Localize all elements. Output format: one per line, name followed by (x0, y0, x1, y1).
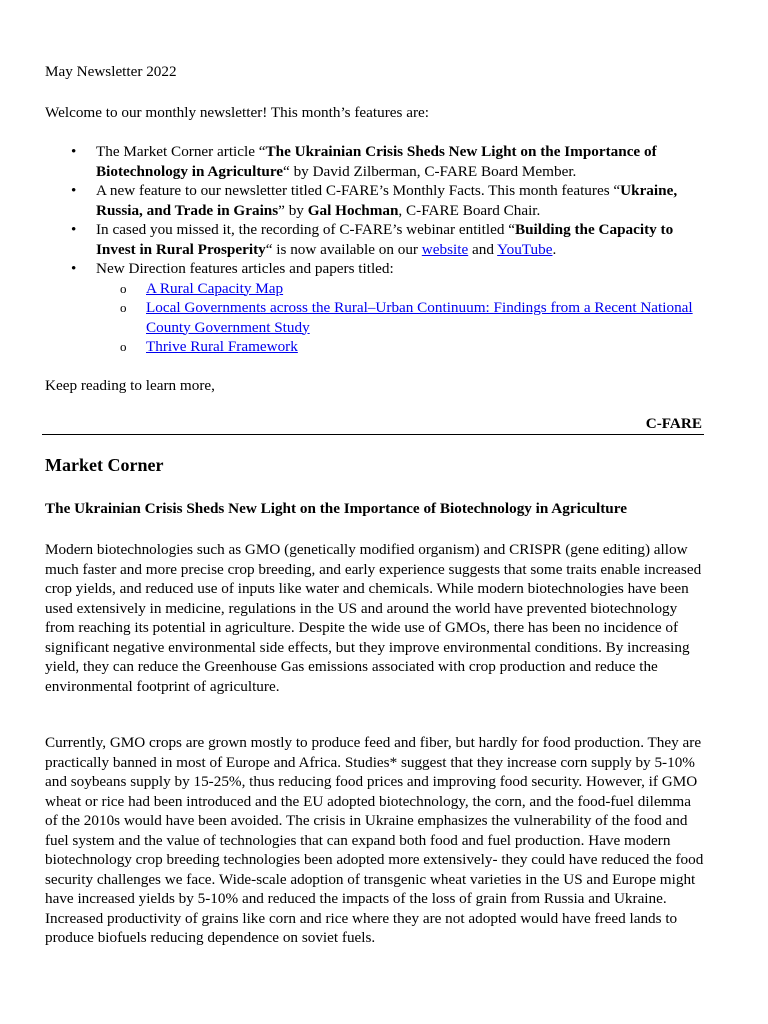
feature2-author: Gal Hochman (307, 201, 399, 219)
feature1-suffix: “ by David Zilberman, C-FARE Board Member. (283, 162, 577, 180)
feature3-prefix: In cased you missed it, the recording of C-FARE’s webinar entitled “ (96, 221, 515, 238)
feature4-label: New Direction features articles and papers titled: (96, 260, 394, 277)
feature2-title: Ukraine, Russia, and Trade in Grains (96, 182, 678, 219)
sub-item (96, 298, 705, 337)
feature2-suffix: , C-FARE Board Chair. (398, 201, 541, 219)
closing-text: Keep reading to learn more, (45, 377, 215, 394)
features-list (45, 142, 705, 357)
thrive-rural-framework-link[interactable]: Thrive Rural Framework (146, 338, 298, 355)
feature1-title: The Ukrainian Crisis Sheds New Light on the Importance of Biotechnology in Agriculture (96, 143, 657, 180)
new-direction-links (96, 279, 705, 357)
sub-item (96, 279, 705, 299)
section-heading: Market Corner (45, 455, 164, 475)
feature3-end: . (552, 240, 557, 258)
website-link[interactable]: website (421, 240, 469, 258)
welcome-text: Welcome to our monthly newsletter! This month’s features are: (45, 104, 429, 121)
youtube-link[interactable]: YouTube (497, 240, 553, 258)
feature-item-webinar (45, 220, 705, 259)
feature-item-monthly-facts (45, 181, 705, 220)
newsletter-date: May Newsletter 2022 (45, 63, 177, 80)
feature1-prefix: The Market Corner article “ (96, 143, 266, 160)
feature-item-market-corner (45, 142, 705, 181)
feature3-title: Building the Capacity to Invest in Rural Prosperity (96, 221, 674, 258)
sub-item (96, 337, 705, 357)
feature3-and: and (468, 240, 498, 258)
article-title: The Ukrainian Crisis Sheds New Light on the Importance of Biotechnology in Agriculture (45, 500, 627, 517)
article-paragraph-1: Modern biotechnologies such as GMO (genetically modified organism) and CRISPR (gene editing) allow much faster and more precise crop breeding, and early experience suggests that some traits enable increased crop yields, and reduced use of inputs like water and chemicals. While modern biotechnologies have been used extensively in medicine, regulations in the US and around the world have prevented biotechnology from reaching its potential in agriculture. Despite the wide use of GMOs, there has been no incidence of significant negative environmental side effects, but they improve environmental conditions. By increasing yield, they can reduce the Greenhouse Gas emissions associated with crop production and reduce the environmental footprint of agriculture. (45, 541, 702, 695)
feature-item-new-direction (45, 259, 705, 357)
feature3-mid: “ is now available on our (265, 240, 422, 258)
article-paragraph-2: Currently, GMO crops are grown mostly to produce feed and fiber, but hardly for food production. They are practically banned in most of Europe and Africa. Studies* suggest that they increase corn supply by 5-10% and soybeans supply by 15-25%, thus reducing food prices and improving food security. However, if GMO wheat or rice had been introduced and the EU adopted biotechnology, the corn, and the food-fuel dilemma of the 2010s would have been avoided. The crisis in Ukraine emphasizes the vulnerability of the food and fuel system and the value of technologies that can expand both food and fuel production. Have modern biotechnology crop breeding technologies been adopted more extensively- they could have reduced the food security challenges we face. Wide-scale adoption of transgenic wheat varieties in the US and Europe might have increased yields by 5-10% and reduced the impacts of the loss of grain from Russia and Ukraine. Increased productivity of grains like corn and rice where they are not adopted would have freed lands to produce biofuels reducing dependence on soviet fuels. (45, 734, 704, 946)
feature2-mid: ” by (278, 201, 308, 219)
feature2-prefix: A new feature to our newsletter titled C-FARE’s Monthly Facts. This month features “ (96, 182, 621, 199)
signature: C-FARE (645, 415, 702, 432)
local-governments-study-link[interactable]: Local Governments across the Rural–Urban Continuum: Findings from a Recent National County Government Study (146, 299, 693, 336)
divider (42, 434, 704, 435)
rural-capacity-map-link[interactable]: A Rural Capacity Map (146, 279, 284, 297)
